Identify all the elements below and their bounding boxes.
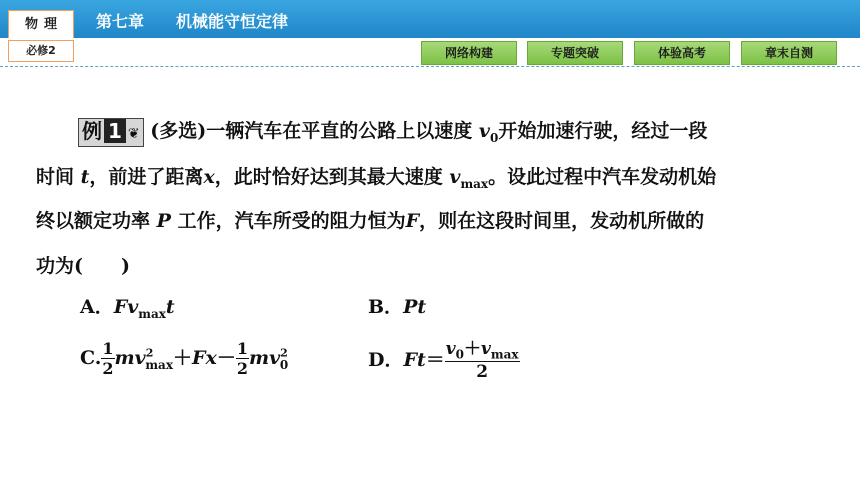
option-c-sup: 2 (145, 346, 154, 360)
question-text: ，前进了距离 (89, 166, 204, 188)
option-c-label: C. (80, 347, 102, 369)
option-c-plus: ＋ (173, 347, 193, 369)
option-c-mv2: mv (249, 347, 281, 369)
question-text: 开始加速行驶，经过一段 (498, 120, 708, 142)
symbol-P: P (156, 210, 171, 232)
option-d[interactable] (368, 341, 520, 381)
question-text: 时间 (36, 166, 75, 188)
option-c-minus: － (216, 347, 236, 369)
edition-label: 必修2 (8, 40, 74, 62)
option-c-sup2: 2 (280, 346, 288, 360)
example-number: 1 (104, 119, 126, 143)
nav-button-selftest[interactable]: 章末自测 (741, 41, 837, 65)
question-text: 一辆汽车在平直的公路上以速度 (206, 120, 473, 142)
option-b-term: Pt (403, 296, 427, 318)
option-c[interactable] (80, 341, 288, 377)
question-text: ，此时恰好达到其最大速度 (214, 166, 443, 188)
option-a-sub: max (138, 306, 166, 321)
question-text: 功为( ) (36, 255, 130, 277)
option-d-equals: ＝ (425, 349, 445, 372)
symbol-v0: $v_0$ (478, 120, 499, 145)
header-divider (0, 66, 860, 67)
symbol-x: x (203, 166, 215, 188)
question-text: 工作，汽车所受的阻力恒为 (177, 210, 406, 232)
leaf-icon: ❦ (127, 125, 140, 142)
symbol-t: t (80, 166, 90, 188)
symbol-vmax: $v_{max}$ (449, 166, 489, 191)
question-text: 。设此过程中汽车发动机始 (488, 166, 717, 188)
nav-button-network[interactable]: 网络构建 (421, 41, 517, 65)
option-c-sub: max (145, 357, 173, 372)
option-a[interactable] (80, 292, 175, 321)
question-line-3 (36, 206, 704, 233)
example-label: 例 (82, 118, 102, 143)
chapter-title: 第七章 机械能守恒定律 (96, 12, 289, 31)
option-d-ft: Ft (403, 349, 426, 372)
option-d-label: D． (368, 349, 404, 372)
fraction-average: $\frac{v_0+v_{max}}{2}$ (445, 339, 519, 383)
question-line-4 (36, 251, 130, 278)
question-text: ，则在这段时间里，发动机所做的 (419, 210, 705, 232)
option-a-term: Fv (113, 296, 139, 318)
fraction-half: $\frac{1}{2}$ (102, 339, 114, 378)
option-b[interactable] (368, 292, 426, 319)
option-a-t: t (165, 296, 175, 318)
multi-select-tag: (多选) (150, 120, 207, 142)
fraction-half-2: $\frac{1}{2}$ (236, 339, 248, 378)
nav-button-exam[interactable]: 体验高考 (634, 41, 730, 65)
nav-button-topics[interactable]: 专题突破 (527, 41, 623, 65)
option-c-mv: mv (114, 347, 146, 369)
option-c-sub2: 0 (279, 357, 289, 372)
question-line-2 (36, 162, 716, 191)
option-c-fx: Fx (192, 347, 217, 369)
question-line-1 (78, 116, 707, 147)
symbol-F: F (405, 210, 420, 232)
subject-tab: 物理 (8, 10, 74, 38)
example-badge (78, 118, 144, 147)
option-b-label: B． (368, 296, 404, 318)
question-text: 终以额定功率 (36, 210, 151, 232)
option-a-label: A． (80, 296, 114, 318)
